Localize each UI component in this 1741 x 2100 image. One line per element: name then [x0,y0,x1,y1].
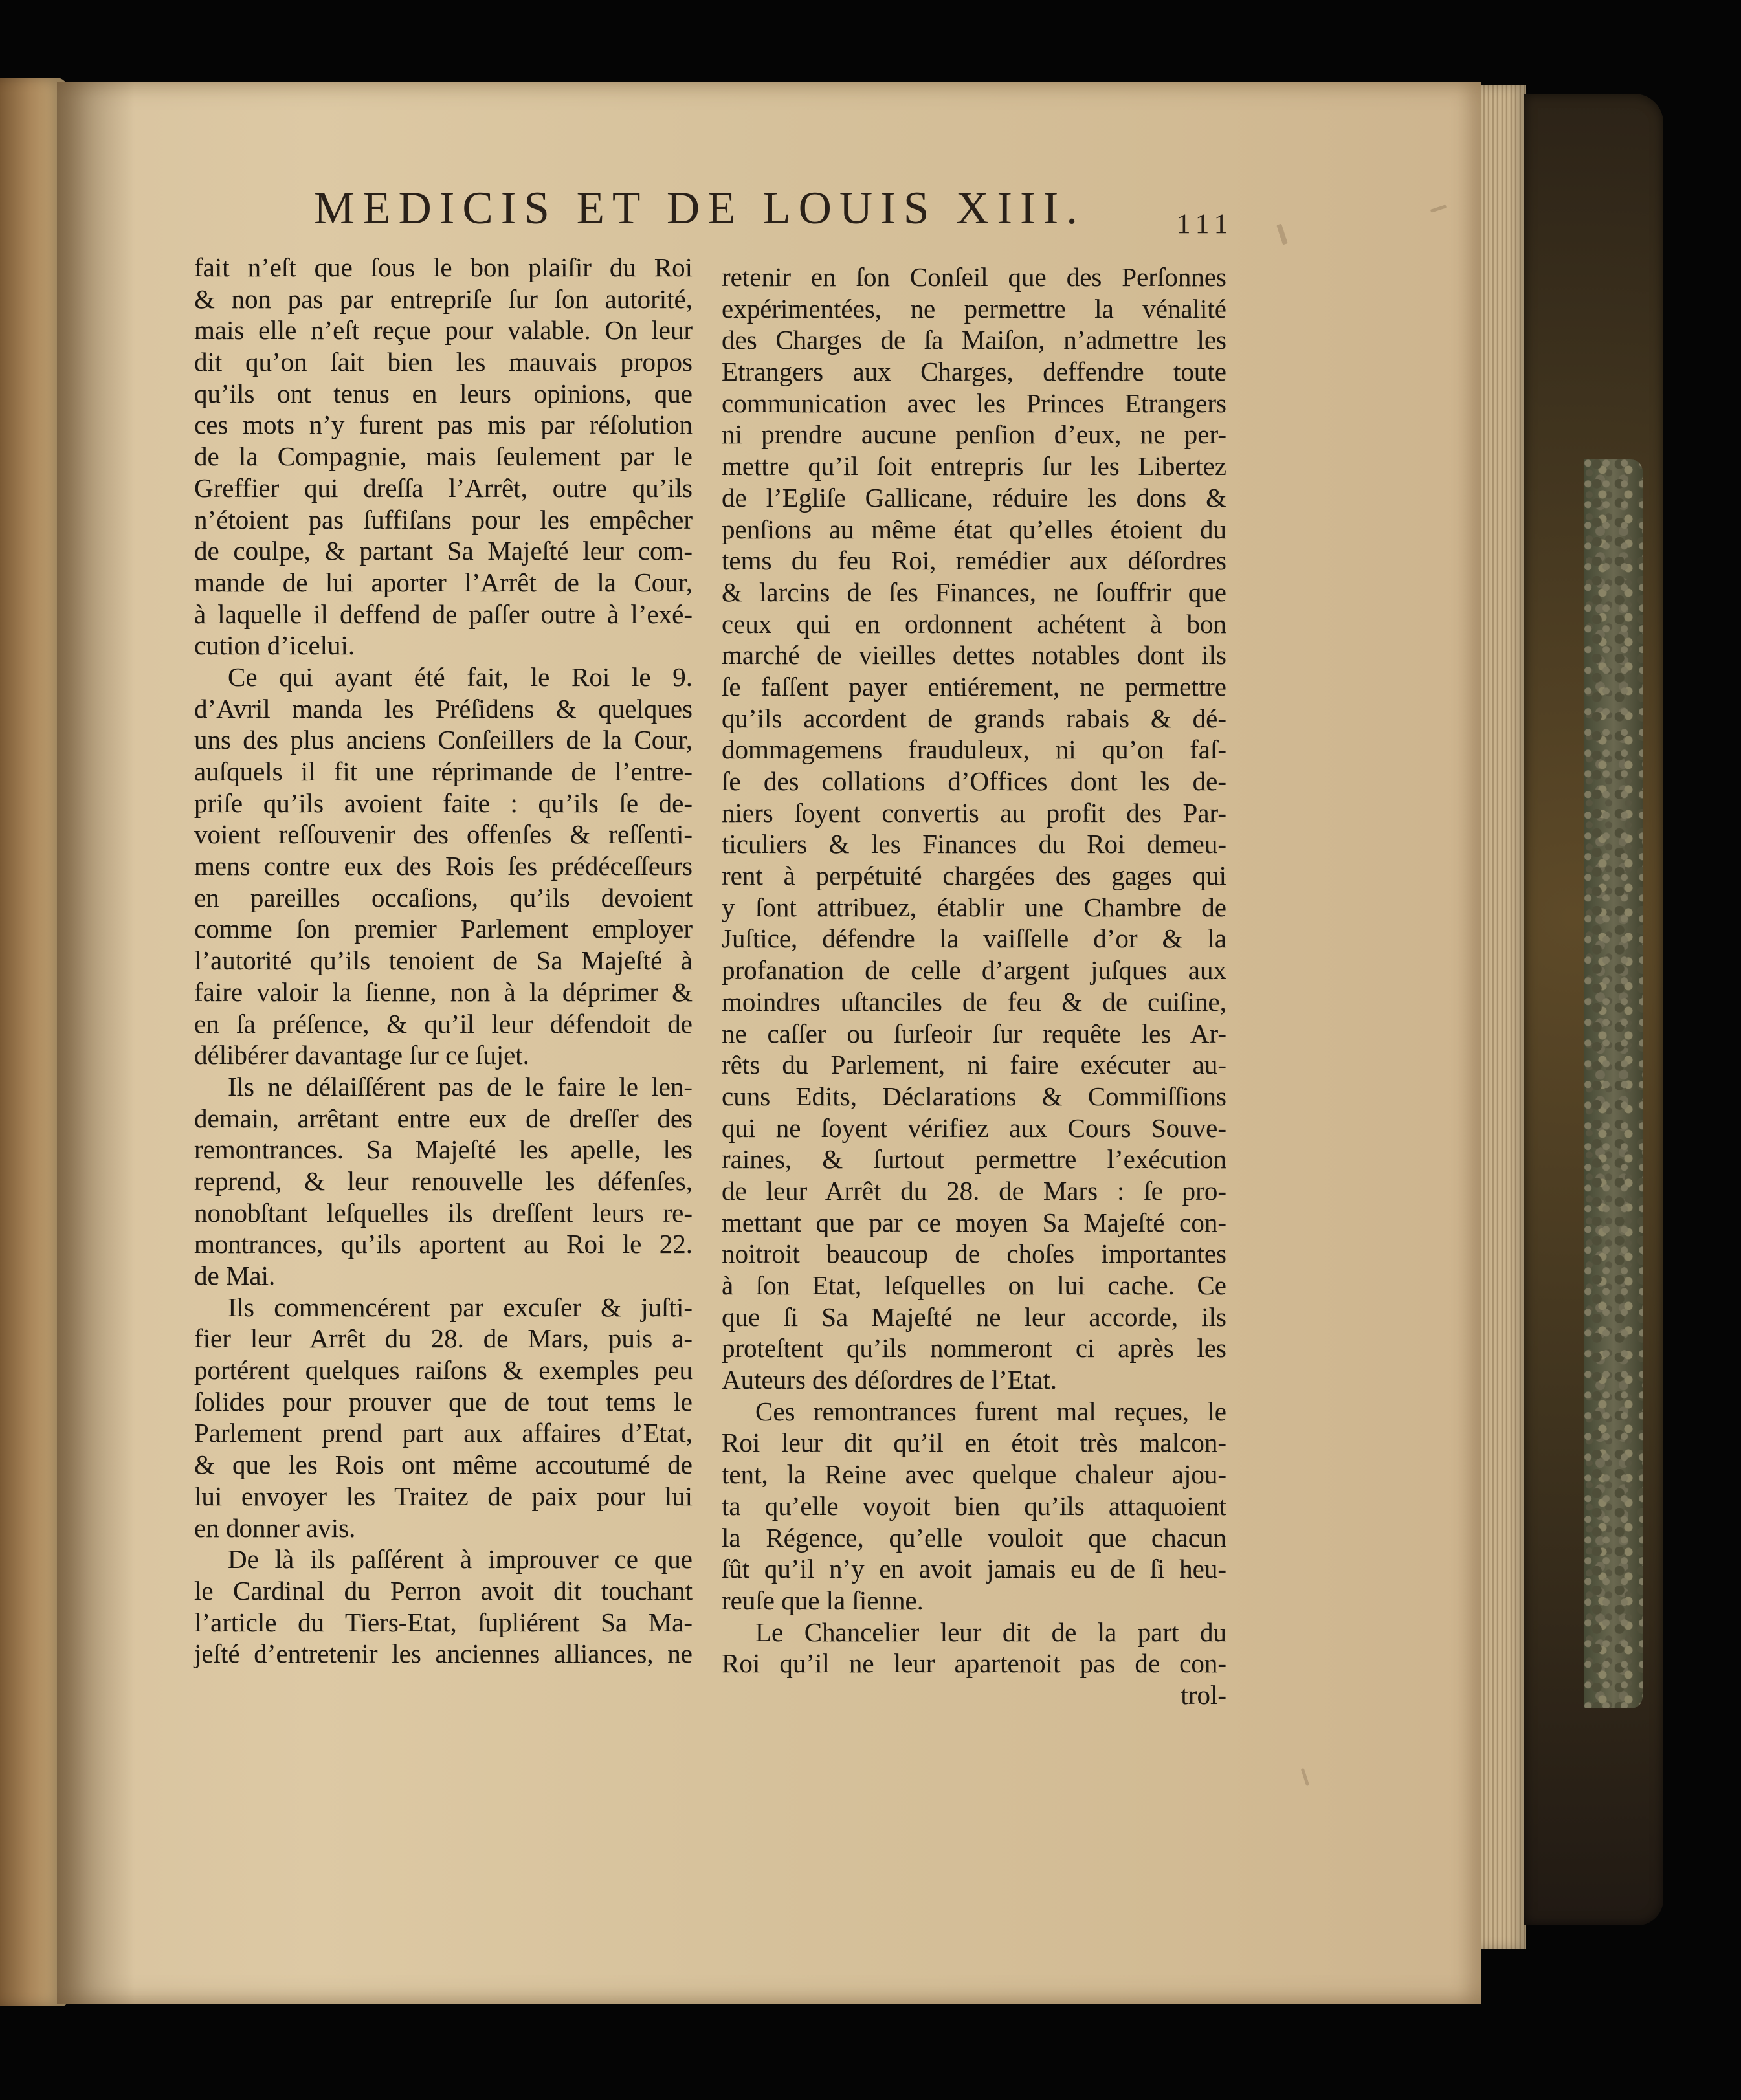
text-line: priſe qu’ils avoient faite : qu’ils ſe de- [194,788,693,818]
text-line: à ſon Etat, leſquelles on lui cache. Ce [722,1270,1226,1300]
text-line: le Cardinal du Perron avoit dit touchant [194,1575,693,1606]
text-line: fier leur Arrêt du 28. de Mars, puis a- [194,1323,693,1354]
text-line: de la Compagnie, mais ſeulement par le [194,441,693,472]
text-line: de coulpe, & partant Sa Majeſté leur com- [194,536,693,566]
text-line: délibérer davantage ſur ce ſujet. [194,1040,529,1070]
left-text-column [194,252,693,1670]
text-line: Juſtice, défendre la vaiſſelle d’or & la [722,923,1226,954]
text-line: mettre qu’il ſoit entrepris ſur les Libertez [722,451,1226,481]
page-edges [1481,85,1526,1949]
text-line: penſions au même état qu’elles étoient du [722,514,1226,544]
text-line: & que les Rois ont même accoutumé de [194,1450,693,1480]
text-line: Greffier qui dreſſa l’Arrêt, outre qu’ils [194,472,693,503]
text-line: l’autorité qu’ils tenoient de Sa Majeſté à [194,945,693,976]
text-line: moindres uſtanciles de feu & de cuiſine, [722,986,1226,1017]
text-line: ta qu’elle voyoit bien qu’ils attaquoient [722,1490,1226,1521]
text-line: & non pas par entrepriſe ſur ſon autorité, [194,283,693,314]
text-line: reuſe que la ſienne. [722,1585,924,1615]
paragraph-start-line: Ils commencérent par excuſer & juſti- [228,1292,693,1322]
text-line: remontrances. Sa Majeſté les apelle, les [194,1134,693,1165]
text-line: à laquelle il deffend de paſſer outre à l’exé- [194,599,693,629]
paragraph-start-line: Le Chancelier leur dit de la part du [755,1617,1226,1647]
catchword: trol- [1181,1679,1226,1710]
text-line: mettant que par ce moyen Sa Majeſté con- [722,1207,1226,1237]
text-line: dommagemens frauduleux, ni qu’on faſ- [722,735,1226,765]
text-line: communication avec les Princes Etrangers [722,388,1226,418]
text-line: montrances, qu’ils aportent au Roi le 22. [194,1229,693,1259]
text-line: mais elle n’eſt reçue pour valable. On leur [194,315,693,346]
text-line: raines, & ſurtout permettre l’exécution [722,1144,1226,1175]
text-line: ticuliers & les Finances du Roi demeu- [722,829,1226,859]
text-line: uns des plus anciens Conſeillers de la Cour, [194,725,693,755]
text-line: ſût qu’il n’y en avoit jamais eu de ſi heu- [722,1554,1226,1584]
text-line: reprend, & leur renouvelle les défenſes, [194,1166,693,1196]
text-line: rent à perpétuité chargées des gages qui [722,861,1226,891]
text-line: Parlement prend part aux affaires d’Etat, [194,1418,693,1448]
text-line: ſe des collations d’Offices dont les de- [722,766,1226,796]
text-line: noitroit beaucoup de choſes importantes [722,1239,1226,1269]
text-line: mande de lui aporter l’Arrêt de la Cour, [194,567,693,597]
text-line: de Mai. [194,1261,276,1290]
text-line: jeſté d’entretenir les anciennes alliances, ne [194,1639,693,1669]
text-line: d’Avril manda les Préſidens & quelques [194,693,693,724]
text-line: ceux qui en ordonnent achétent à bon [722,608,1226,639]
paragraph-start-line: De là ils paſſérent à improuver ce que [228,1544,693,1575]
marbled-edge [1584,459,1643,1708]
text-line: & larcins de ſes Finances, ne ſouffrir que [722,577,1226,607]
text-line: l’article du Tiers-Etat, ſupliérent Sa Ma- [194,1607,693,1637]
page-number: 111 [1177,209,1234,239]
running-head: MEDICIS ET DE LOUIS XIII. [314,183,1086,234]
text-line: en pareilles occaſions, qu’ils devoient [194,882,693,912]
text-line: Roi leur dit qu’il en étoit très malcon- [722,1428,1226,1458]
text-line: lui envoyer les Traitez de paix pour lui [194,1481,693,1511]
text-line: n’étoient pas ſuffiſans pour les empêcher [194,504,693,535]
text-line: ſolides pour prouver que de tout tems le [194,1386,693,1417]
text-line: faire valoir la ſienne, non à la déprimer & [194,977,693,1007]
text-line: tems du feu Roi, remédier aux déſordres [722,546,1226,576]
text-line: de l’Egliſe Gallicane, réduire les dons & [722,482,1226,513]
text-line: qu’ils ont tenus en leurs opinions, que [194,378,693,408]
text-line: Etrangers aux Charges, deffendre toute [722,357,1226,387]
text-line: qu’ils accordent de grands rabais & dé- [722,703,1226,733]
text-line: tent, la Reine avec quelque chaleur ajou- [722,1459,1226,1490]
text-line: profanation de celle d’argent juſques aux [722,955,1226,986]
text-line: demain, arrêtant entre eux de dreſſer des [194,1103,693,1133]
text-line: y ſont attribuez, établir une Chambre de [722,892,1226,922]
text-line: retenir en ſon Conſeil que des Perſonnes [722,262,1226,292]
text-line: cuns Edits, Déclarations & Commiſſions [722,1081,1226,1111]
text-line: nonobſtant leſquelles ils dreſſent leurs re- [194,1197,693,1228]
text-line: marché de vieilles dettes notables dont ils [722,640,1226,670]
text-line: ni prendre aucune penſion d’eux, ne per- [722,419,1226,450]
text-line: fait n’eſt que ſous le bon plaiſir du Roi [194,252,693,282]
text-line: auſquels il fit une réprimande de l’entre- [194,757,693,786]
paragraph-start-line: Ils ne délaiſſérent pas de le faire le len- [228,1071,693,1101]
text-line: niers ſoyent convertis au profit des Par- [722,797,1226,828]
text-line: portérent quelques raiſons & exemples peu [194,1355,693,1386]
text-line: ces mots n’y furent pas mis par réſolution [194,410,693,440]
text-line: ſe faſſent payer entiérement, ne permettre [722,671,1226,702]
text-line: cution d’icelui. [194,630,355,661]
text-line: la Régence, qu’elle vouloit que chacun [722,1522,1226,1553]
paragraph-start-line: Ces remontrances furent mal reçues, le [755,1396,1226,1426]
text-line: en ſa préſence, & qu’il leur défendoit de [194,1008,693,1039]
text-line: ne caſſer ou ſurſeoir ſur requête les Ar- [722,1018,1226,1048]
text-line: Auteurs des déſordres de l’Etat. [722,1365,1058,1395]
text-line: mens contre eux des Rois ſes prédéceſſeurs [194,851,693,881]
text-line: des Charges de ſa Maiſon, n’admettre les [722,325,1226,355]
text-line: que ſi Sa Majeſté ne leur accorde, ils [722,1301,1226,1332]
text-line: Roi qu’il ne leur apartenoit pas de con- [722,1648,1226,1679]
text-line: expérimentées, ne permettre la vénalité [722,293,1226,324]
text-line: proteſtent qu’ils nommeront ci après les [722,1333,1226,1364]
text-line: dit qu’on ſait bien les mauvais propos [194,347,693,377]
text-line: qui ne ſoyent vérifiez aux Cours Souve- [722,1112,1226,1143]
text-line: de leur Arrêt du 28. de Mars : ſe pro- [722,1175,1226,1206]
paragraph-start-line: Ce qui ayant été fait, le Roi le 9. [228,661,693,692]
text-line: en donner avis. [194,1512,356,1543]
right-text-column [722,261,1226,1711]
text-line: comme ſon premier Parlement employer [194,914,693,944]
text-line: rêts du Parlement, ni faire exécuter au- [722,1050,1226,1080]
text-line: voient reſſouvenir des offenſes & reſſenti- [194,819,693,850]
